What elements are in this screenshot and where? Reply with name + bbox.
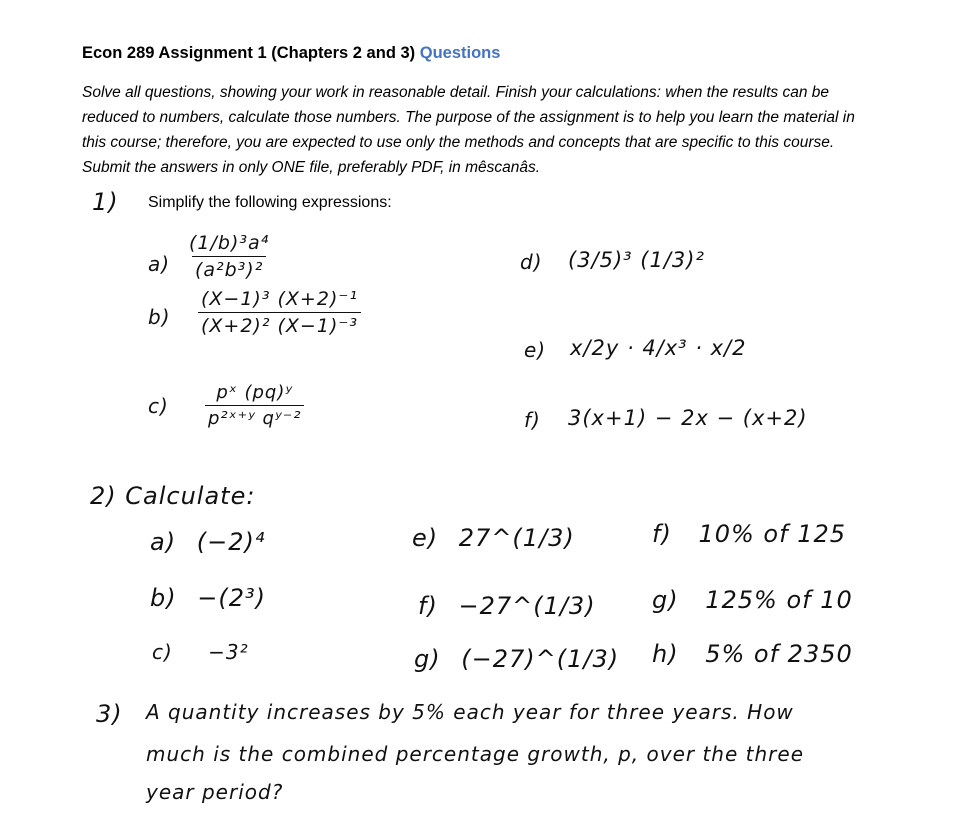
q2-heading: 2) Calculate: xyxy=(90,482,256,510)
instructions: Solve all questions, showing your work in reasonable detail. Finish your calculations: when the results can be reduced to numbers, calculate those numbers. The purpose of the assignment is to help you learn the material in this course; therefore, you are expected to use only the methods and concepts that are specific to this course. Submit the answers in only ONE file, preferably PDF, in mêscanâs. xyxy=(82,84,855,176)
q2g-label: g) xyxy=(414,645,441,673)
q1a-label: a) xyxy=(148,252,171,276)
q3-number: 3) xyxy=(96,700,123,728)
q2f2-label: f) xyxy=(652,520,672,548)
q2g2-label: g) xyxy=(652,586,679,614)
q1f-label: f) xyxy=(524,408,541,432)
q1c-numerator: pˣ (pq)ʸ xyxy=(216,382,294,403)
q1e-label: e) xyxy=(524,338,547,362)
q2-item-e xyxy=(412,524,575,552)
q2-item-b xyxy=(150,584,266,612)
q1a-numerator: (1/b)³a⁴ xyxy=(189,232,270,254)
q2f-label: f) xyxy=(418,592,438,620)
q1f-expression: 3(x+1) − 2x − (x+2) xyxy=(568,406,808,430)
q1a-denominator: (a²b³)² xyxy=(192,256,266,281)
q1d-expression: (3/5)³ (1/3)² xyxy=(568,248,705,272)
q2h-expression: 5% of 2350 xyxy=(705,640,853,668)
q2g2-expression: 125% of 10 xyxy=(705,586,853,614)
q3-line-3: year period? xyxy=(146,780,284,804)
q2-item-g2 xyxy=(652,586,853,614)
q3-line-2: much is the combined percentage growth, p, over the three xyxy=(146,742,804,766)
q2g-expression: (−27)^(1/3) xyxy=(461,645,620,673)
q1a-fraction xyxy=(186,232,272,281)
q1b-label: b) xyxy=(148,305,171,329)
q2e-expression: 27^(1/3) xyxy=(458,524,575,552)
q1c-fraction xyxy=(205,382,304,429)
q2-item-f xyxy=(418,592,596,620)
q1e-expression: x/2y · 4/x³ · x/2 xyxy=(570,336,747,360)
q2h-label: h) xyxy=(652,640,679,668)
q2-item-f2 xyxy=(652,520,846,548)
q1b-fraction xyxy=(198,288,361,337)
q2-item-a xyxy=(150,528,265,556)
q2b-expression: −(2³) xyxy=(197,584,266,612)
q2-item-c xyxy=(152,640,249,664)
q2f-expression: −27^(1/3) xyxy=(458,592,596,620)
q2c-expression: −3² xyxy=(208,640,249,664)
title-accent: Questions xyxy=(419,44,501,62)
q1-prompt: Simplify the following expressions: xyxy=(148,194,392,211)
q1d-label: d) xyxy=(520,250,543,274)
q2f2-expression: 10% of 125 xyxy=(698,520,846,548)
page-title xyxy=(82,44,500,63)
q3-line-1: A quantity increases by 5% each year for three years. How xyxy=(146,700,794,724)
q2a-expression: (−2)⁴ xyxy=(196,528,266,556)
q1-number: 1) xyxy=(92,188,119,216)
q1c-denominator: p²ˣ⁺ʸ qʸ⁻² xyxy=(205,405,304,429)
q2c-label: c) xyxy=(152,640,173,664)
title-main: Econ 289 Assignment 1 (Chapters 2 and 3) xyxy=(82,44,416,62)
q2-item-g xyxy=(414,645,619,673)
q1b-numerator: (X−1)³ (X+2)⁻¹ xyxy=(201,288,359,310)
q2a-label: a) xyxy=(150,528,177,556)
q1b-denominator: (X+2)² (X−1)⁻³ xyxy=(198,312,361,337)
q1c-label: c) xyxy=(148,394,169,418)
q2e-label: e) xyxy=(412,524,439,552)
q2b-label: b) xyxy=(150,584,177,612)
q2-item-h xyxy=(652,640,853,668)
